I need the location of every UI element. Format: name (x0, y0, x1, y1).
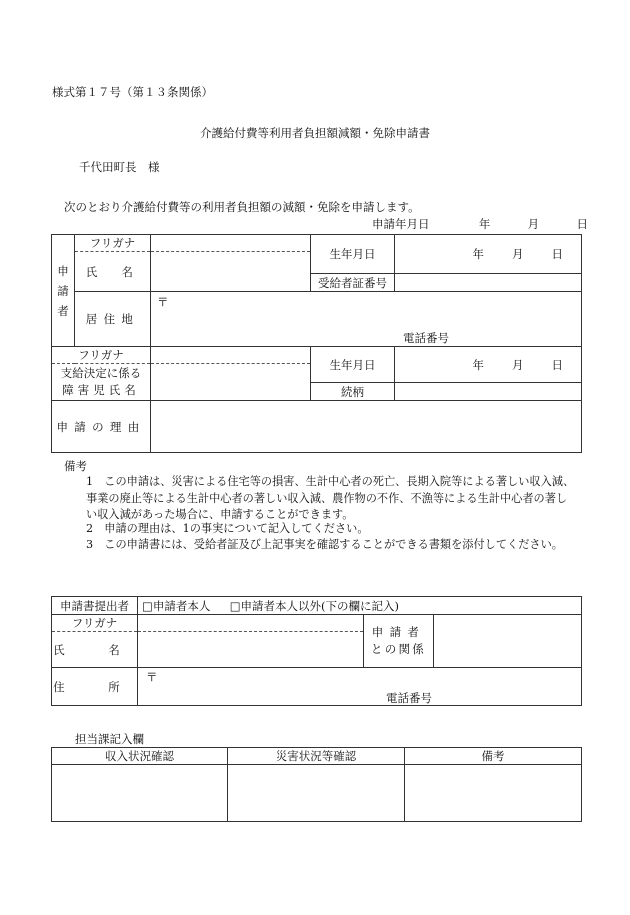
applicant-section-label: 申請者 (52, 235, 75, 347)
submitter-label: 申請書提出者 (52, 597, 138, 615)
child-furigana-input[interactable] (151, 347, 311, 364)
child-birth-day: 日 (551, 357, 563, 372)
notes-heading: 備考 (64, 459, 87, 473)
child-birth-month: 月 (512, 357, 524, 372)
submitter-relation-line1: 申請者 (371, 625, 426, 639)
child-furigana-label: フリガナ (52, 347, 151, 364)
applicant-furigana-label: フリガナ (75, 235, 151, 252)
applicant-name-label: 氏 名 (75, 252, 151, 292)
child-birth-label: 生年月日 (311, 347, 395, 383)
submitter-furigana-input[interactable] (138, 615, 364, 632)
child-birth-input[interactable] (395, 347, 582, 383)
submitter-table (51, 596, 582, 706)
relation-input[interactable] (395, 383, 582, 401)
application-date-day[interactable]: 日 (576, 217, 588, 231)
office-col-remarks: 備考 (405, 748, 582, 765)
submitter-relation-input[interactable] (434, 615, 582, 668)
office-heading: 担当課記入欄 (75, 732, 144, 746)
submitter-relation-label (364, 615, 434, 668)
submitter-options (138, 597, 582, 615)
reason-label: 申請の理由 (52, 401, 151, 453)
phone-label: 電話番号 (403, 331, 449, 345)
submitter-phone-label: 電話番号 (386, 691, 432, 705)
office-col-disaster: 災害状況等確認 (228, 748, 405, 765)
submitter-name-label: 氏 名 (52, 632, 138, 668)
office-table (51, 747, 582, 822)
applicant-birth-month: 月 (512, 247, 524, 261)
application-date (372, 216, 588, 232)
application-date-label: 申請年月日 (372, 217, 430, 231)
applicant-birth-day: 日 (551, 247, 563, 261)
application-date-month[interactable]: 月 (527, 217, 540, 231)
page-title: 介護給付費等利用者負担額減額・免除申請書 (200, 126, 430, 140)
addressee: 千代田町長 様 (79, 160, 160, 174)
address-label: 居住地 (75, 292, 151, 347)
submitter-relation-line2: との関係 (370, 642, 427, 656)
child-name-label-line2: 障害児氏名 (62, 383, 140, 397)
reason-input[interactable] (151, 401, 582, 453)
postal-mark: 〒 (157, 295, 169, 309)
form-number: 様式第１７号（第１３条関係） (52, 85, 213, 99)
office-disaster-input[interactable] (228, 765, 405, 822)
cert-number-boxes[interactable] (395, 274, 582, 292)
submitter-option-other[interactable]: □申請者本人以外(下の欄に記入) (229, 598, 400, 613)
submitter-name-input[interactable] (138, 632, 364, 668)
applicant-name-input[interactable] (151, 252, 311, 292)
applicant-birth-label: 生年月日 (311, 235, 395, 274)
submitter-option-self[interactable]: □申請者本人 (142, 598, 211, 613)
office-remarks-input[interactable] (405, 765, 582, 822)
child-name-input[interactable] (151, 364, 311, 401)
child-name-label-line1: 支給決定に係る (60, 366, 142, 380)
office-income-input[interactable] (52, 765, 228, 822)
child-birth-year: 年 (472, 357, 484, 372)
note-1: 1 この申請は、災害による住宅等の損害、生計中心者の死亡、長期入院等による著しい収入減、事業の廃止等による生計中心者の著しい収入減、農作物の不作、不漁等による生計中心者の著しい収入減があった場合に、申請することができます。 (86, 475, 575, 521)
application-date-year[interactable]: 年 (478, 217, 491, 231)
relation-label: 続柄 (311, 383, 395, 401)
child-name-label (52, 364, 151, 401)
submitter-address-input[interactable] (138, 668, 582, 706)
submitter-furigana-label: フリガナ (52, 615, 138, 632)
applicant-birth-input[interactable] (395, 235, 582, 274)
intro-text: 次のとおり介護給付費等の利用者負担額の減額・免除を申請します。 (64, 200, 420, 214)
address-input[interactable] (151, 292, 582, 347)
application-table (51, 234, 582, 453)
office-col-income: 収入状況確認 (52, 748, 228, 765)
note-3: 3 この申請書には、受給者証及び上記事実を確認することができる書類を添付してください。 (86, 538, 563, 551)
applicant-birth-year: 年 (472, 247, 484, 261)
submitter-postal-mark: 〒 (146, 670, 158, 684)
submitter-address-label: 住 所 (52, 668, 138, 706)
note-2: 2 申請の理由は、1の事実について記入してください。 (86, 522, 369, 535)
cert-number-label: 受給者証番号 (311, 274, 395, 292)
applicant-furigana-input[interactable] (151, 235, 311, 252)
